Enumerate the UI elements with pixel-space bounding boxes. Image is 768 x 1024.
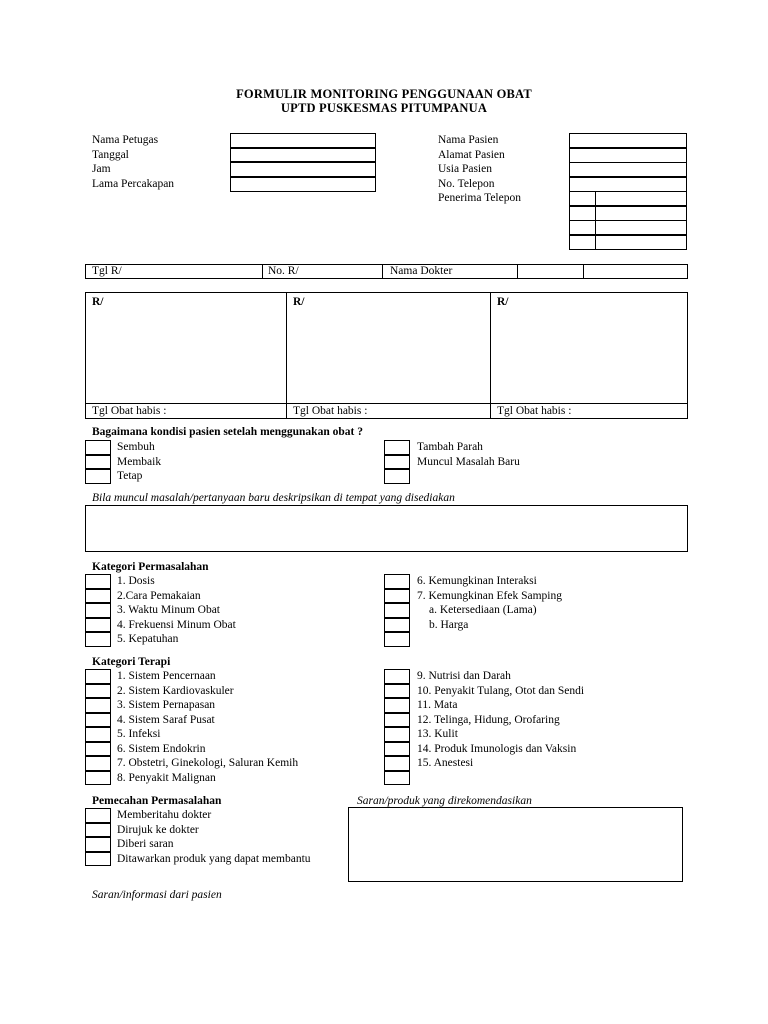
no-r-label: No. R/ (268, 265, 299, 277)
penerima-telepon-input[interactable] (595, 206, 687, 221)
terapi-option-checkbox[interactable] (85, 756, 111, 771)
right-field-label: Nama Pasien (438, 134, 499, 146)
permasalahan-option-checkbox[interactable] (85, 632, 111, 647)
pemecahan-title: Pemecahan Permasalahan (92, 795, 222, 807)
rx-table (85, 292, 688, 419)
right-field-label: Penerima Telepon (438, 192, 521, 204)
permasalahan-option-label: a. Ketersediaan (Lama) (429, 604, 537, 616)
penerima-telepon-check[interactable] (569, 191, 596, 206)
pemecahan-option-checkbox[interactable] (85, 823, 111, 838)
left-field-label: Jam (92, 163, 111, 175)
left-field-input[interactable] (230, 162, 376, 177)
terapi-option-label: 9. Nutrisi dan Darah (417, 670, 511, 682)
rx-label: R/ (497, 296, 509, 308)
terapi-option-checkbox[interactable] (85, 727, 111, 742)
condition-option-checkbox[interactable] (384, 455, 410, 470)
nama-dokter-field-2[interactable] (584, 265, 687, 278)
terapi-option-checkbox[interactable] (85, 742, 111, 757)
penerima-telepon-input[interactable] (595, 235, 687, 250)
terapi-option-label: 13. Kulit (417, 728, 458, 740)
rx-label: R/ (92, 296, 104, 308)
terapi-option-label: 1. Sistem Pencernaan (117, 670, 216, 682)
terapi-option-checkbox[interactable] (384, 713, 410, 728)
permasalahan-option-label: 5. Kepatuhan (117, 633, 179, 645)
pemecahan-option-checkbox[interactable] (85, 852, 111, 867)
pemecahan-option-checkbox[interactable] (85, 808, 111, 823)
divider (85, 403, 688, 404)
right-field-label: Usia Pasien (438, 163, 492, 175)
divider (382, 264, 383, 279)
condition-option-label: Tetap (117, 470, 143, 482)
condition-note: Bila muncul masalah/pertanyaan baru deskripsikan di tempat yang disediakan (92, 492, 455, 504)
condition-option-checkbox[interactable] (85, 455, 111, 470)
permasalahan-option-label: 2.Cara Pemakaian (117, 589, 201, 602)
permasalahan-option-label: 7. Kemungkinan Efek Samping (417, 589, 563, 602)
right-field-label: Alamat Pasien (438, 148, 505, 161)
condition-option-label: Membaik (117, 455, 162, 468)
right-field-input[interactable] (569, 177, 687, 192)
terapi-option-checkbox[interactable] (384, 756, 410, 771)
pemecahan-option-checkbox[interactable] (85, 837, 111, 852)
pemecahan-option-label: Ditawarkan produk yang dapat membantu (117, 852, 311, 865)
left-field-label: Lama Percakapan (92, 177, 175, 190)
terapi-option-label: 6. Sistem Endokrin (117, 742, 206, 755)
condition-option-label: Tambah Parah (417, 441, 483, 453)
rx-label: R/ (293, 296, 305, 308)
terapi-option-label: 11. Mata (417, 699, 458, 711)
saran-produk-label: Saran/produk yang direkomendasikan (357, 795, 532, 807)
nama-dokter-field[interactable] (518, 265, 583, 278)
penerima-telepon-input[interactable] (595, 191, 687, 206)
permasalahan-option-checkbox[interactable] (85, 574, 111, 589)
tgl-obat-habis-label: Tgl Obat habis : (293, 405, 368, 417)
terapi-option-label: 4. Sistem Saraf Pusat (117, 713, 215, 726)
terapi-option-label: 12. Telinga, Hidung, Orofaring (417, 713, 560, 726)
penerima-telepon-input[interactable] (595, 220, 687, 235)
condition-option-label: Sembuh (117, 441, 155, 453)
permasalahan-option-checkbox[interactable] (85, 618, 111, 633)
terapi-option-checkbox[interactable] (85, 684, 111, 699)
penerima-telepon-check[interactable] (569, 206, 596, 221)
terapi-option-label: 7. Obstetri, Ginekologi, Saluran Kemih (117, 757, 299, 769)
form-subtitle: UPTD PUSKESMAS PITUMPANUA (280, 101, 488, 115)
nama-dokter-label: Nama Dokter (390, 265, 453, 277)
permasalahan-option-checkbox[interactable] (384, 632, 410, 647)
permasalahan-option-label: b. Harga (429, 618, 469, 631)
permasalahan-option-label: 4. Frekuensi Minum Obat (117, 618, 236, 631)
pemecahan-option-label: Dirujuk ke dokter (117, 823, 199, 836)
condition-option-checkbox[interactable] (384, 469, 410, 484)
kategori-terapi-title: Kategori Terapi (92, 656, 171, 668)
permasalahan-option-label: 3. Waktu Minum Obat (117, 604, 220, 616)
saran-pasien-label: Saran/informasi dari pasien (92, 889, 222, 901)
condition-option-label: Muncul Masalah Baru (417, 455, 520, 468)
left-field-input[interactable] (230, 133, 376, 148)
right-field-label: No. Telepon (438, 177, 495, 190)
permasalahan-option-label: 1. Dosis (117, 575, 155, 587)
left-field-label: Nama Petugas (92, 134, 159, 146)
saran-produk-field[interactable] (348, 807, 683, 882)
terapi-option-checkbox[interactable] (384, 684, 410, 699)
terapi-option-checkbox[interactable] (85, 698, 111, 713)
terapi-option-checkbox[interactable] (384, 669, 410, 684)
pemecahan-option-label: Diberi saran (117, 838, 174, 850)
divider (286, 292, 287, 419)
terapi-option-label: 5. Infeksi (117, 728, 161, 740)
terapi-option-checkbox[interactable] (85, 669, 111, 684)
right-field-input[interactable] (569, 148, 687, 163)
pemecahan-option-label: Memberitahu dokter (117, 809, 212, 821)
condition-option-checkbox[interactable] (384, 440, 410, 455)
condition-option-checkbox[interactable] (85, 440, 111, 455)
terapi-option-checkbox[interactable] (384, 771, 410, 786)
tgl-obat-habis-label: Tgl Obat habis : (497, 405, 572, 417)
left-field-input[interactable] (230, 177, 376, 192)
terapi-option-label: 10. Penyakit Tulang, Otot dan Sendi (417, 684, 585, 697)
permasalahan-option-checkbox[interactable] (384, 618, 410, 633)
form-title: FORMULIR MONITORING PENGGUNAAN OBAT (236, 87, 532, 101)
condition-question: Bagaimana kondisi pasien setelah menggunakan obat ? (92, 426, 363, 438)
tgl-r-label: Tgl R/ (92, 265, 122, 277)
terapi-option-label: 3. Sistem Pernapasan (117, 699, 216, 711)
terapi-option-label: 2. Sistem Kardiovaskuler (117, 684, 234, 697)
terapi-option-label: 15. Anestesi (417, 757, 474, 769)
permasalahan-option-checkbox[interactable] (384, 574, 410, 589)
problem-description-field[interactable] (85, 505, 688, 552)
penerima-telepon-check[interactable] (569, 220, 596, 235)
penerima-telepon-check[interactable] (569, 235, 596, 250)
right-field-input[interactable] (569, 162, 687, 177)
permasalahan-option-checkbox[interactable] (85, 603, 111, 618)
terapi-option-checkbox[interactable] (85, 713, 111, 728)
terapi-option-checkbox[interactable] (384, 698, 410, 713)
condition-option-checkbox[interactable] (85, 469, 111, 484)
left-field-label: Tanggal (92, 148, 129, 161)
permasalahan-option-checkbox[interactable] (384, 589, 410, 604)
terapi-option-checkbox[interactable] (384, 742, 410, 757)
terapi-option-checkbox[interactable] (85, 771, 111, 786)
permasalahan-option-checkbox[interactable] (384, 603, 410, 618)
permasalahan-option-label: 6. Kemungkinan Interaksi (417, 575, 537, 587)
left-field-input[interactable] (230, 148, 376, 163)
permasalahan-option-checkbox[interactable] (85, 589, 111, 604)
tgl-obat-habis-label: Tgl Obat habis : (92, 405, 167, 417)
terapi-option-checkbox[interactable] (384, 727, 410, 742)
divider (262, 264, 263, 279)
kategori-permasalahan-title: Kategori Permasalahan (92, 561, 209, 573)
terapi-option-label: 8. Penyakit Malignan (117, 771, 216, 784)
terapi-option-label: 14. Produk Imunologis dan Vaksin (417, 742, 577, 755)
divider (490, 292, 491, 419)
right-field-input[interactable] (569, 133, 687, 148)
